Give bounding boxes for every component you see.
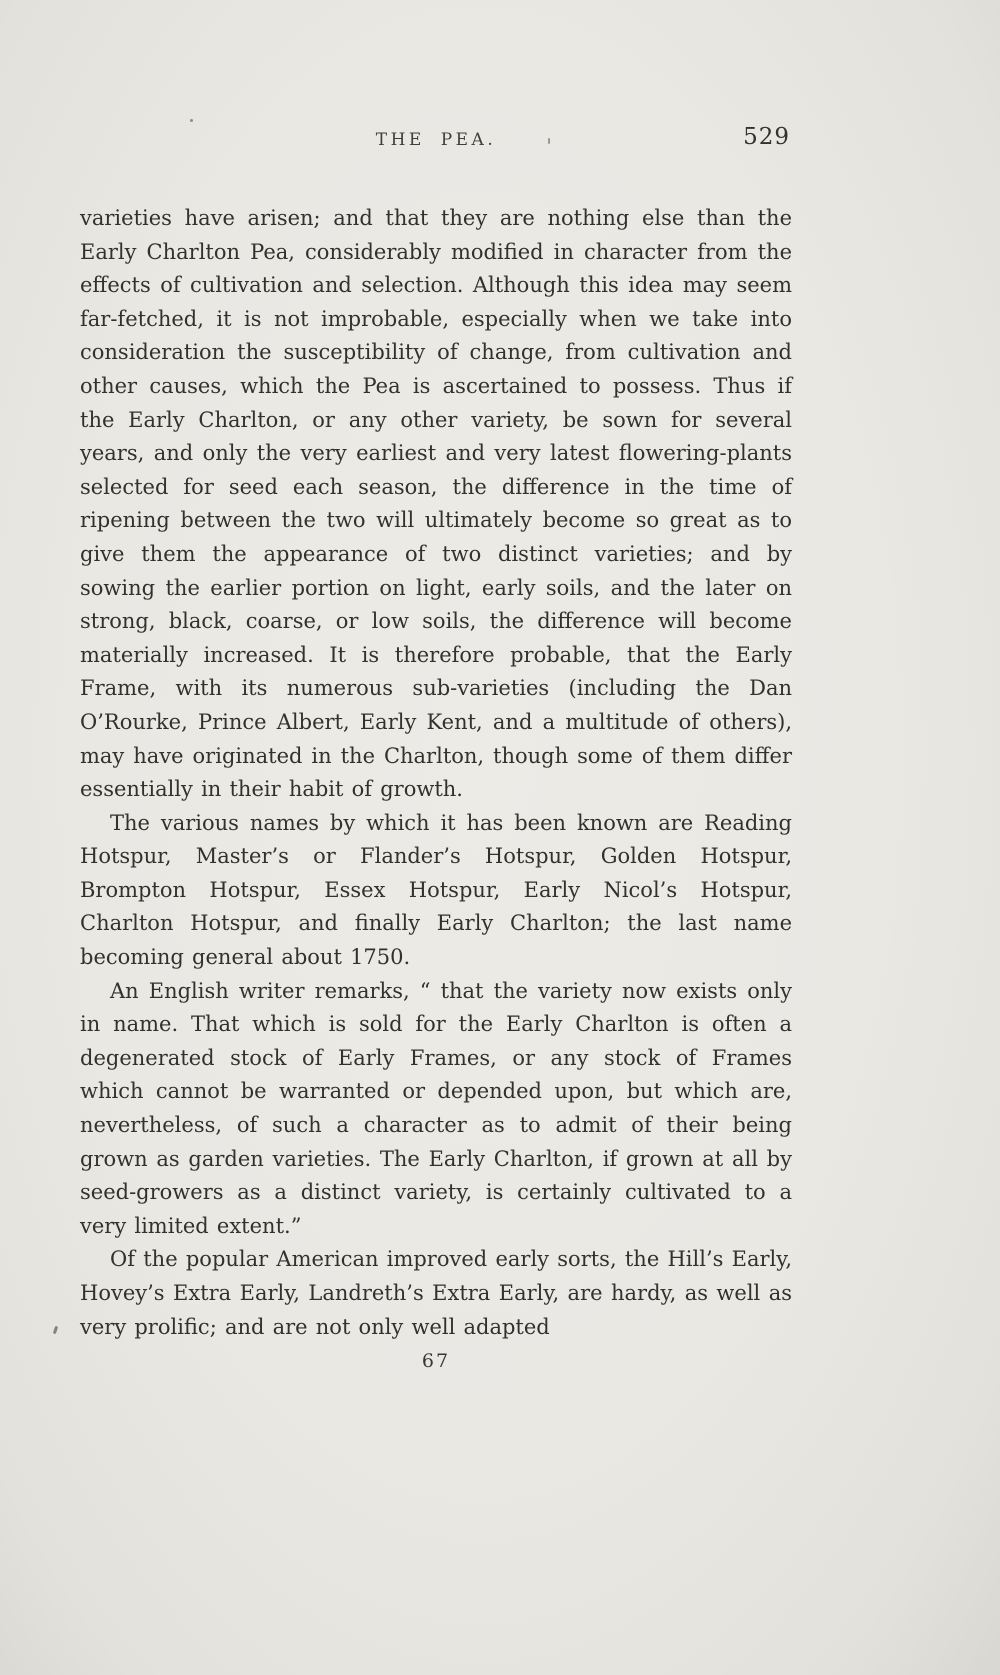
signature-number: 67: [421, 1350, 451, 1373]
body-text: [80, 202, 792, 1344]
scan-speck: [190, 119, 193, 122]
page-number: 529: [743, 124, 790, 150]
page-content: [80, 124, 792, 1373]
running-title: THE PEA.: [375, 130, 497, 150]
scan-speck: [53, 1326, 58, 1335]
paragraph: Of the popular American improved early sorts, the Hill’s Early, Hovey’s Extra Early, Landreth’s Extra Early, are hardy, as well as very prolific; and are not only well adapted: [80, 1247, 792, 1339]
page-footer: [80, 1350, 792, 1372]
paragraph: An English writer remarks, “ that the variety now exists only in name. That which is sold for the Early Charlton is often a degenerated stock of Early Frames, or any stock of Frames which cannot be warranted or depended upon, but which are, nevertheless, of such a character as to admit of their being grown as garden varieties. The Early Charlton, if grown at all by seed-growers as a distinct variety, is certainly cultivated to a very limited extent.”: [80, 978, 792, 1238]
paragraph: The various names by which it has been known are Reading Hotspur, Master’s or Flander’s Hotspur, Golden Hotspur, Brompton Hotspur, Essex Hotspur, Early Nicol’s Hotspur, Charlton Hotspur, and finally Early Charlton; the last name becoming general about 1750.: [80, 810, 792, 970]
page-header: [80, 124, 792, 160]
paragraph: varieties have arisen; and that they are nothing else than the Early Charlton Pea, considerably modified in character from the effects of cultivation and selection. Although this idea may seem far-fetched, it is not improbable, especially when we take into consideration the susceptibility of change, from cultivation and other causes, which the Pea is ascertained to possess. Thus if the Early Charlton, or any other variety, be sown for several years, and only the very earliest and very latest flowering-plants selected for seed each season, the difference in the time of ripening between the two will ultimately become so great as to give them the appearance of two distinct varieties; and by sowing the earlier portion on light, early soils, and the later on strong, black, coarse, or low soils, the difference will become materially increased. It is therefore probable, that the Early Frame, with its numerous sub-varieties (including the Dan O’Rourke, Prince Albert, Early Kent, and a multitude of others), may have originated in the Charlton, though some of them differ essentially in their habit of growth.: [80, 206, 792, 802]
